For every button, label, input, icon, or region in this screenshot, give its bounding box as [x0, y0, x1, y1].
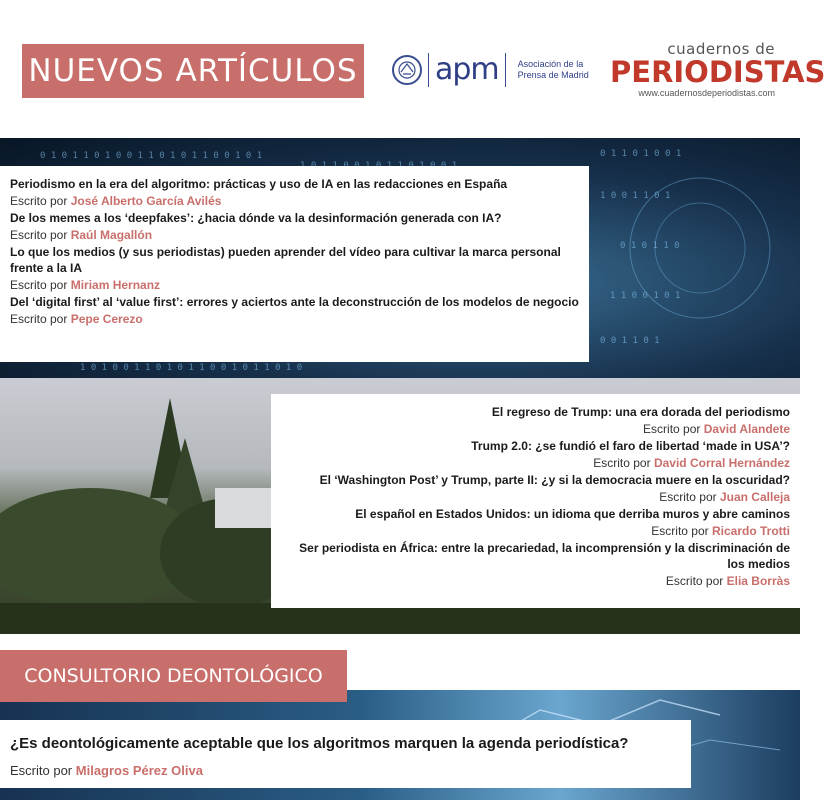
article-title[interactable]: El español en Estados Unidos: un idioma que derriba muros y abre caminos [355, 507, 790, 521]
cuadernos-logo-url: www.cuadernosdeperiodistas.com [638, 88, 775, 98]
article-byline [281, 454, 790, 472]
article-title[interactable]: Lo que los medios (y sus periodistas) pueden aprender del vídeo para cultivar la marca personal frente a la IA [10, 245, 561, 275]
svg-text:1 0 0 1 1 0 1: 1 0 0 1 1 0 1 [600, 191, 671, 201]
apm-divider [428, 53, 429, 87]
article-title[interactable]: Ser periodista en África: entre la precariedad, la incomprensión y la discriminación de los medios [299, 541, 790, 571]
article-byline [281, 488, 790, 506]
article-byline [10, 192, 579, 210]
apm-divider [505, 53, 506, 87]
svg-text:0 1 1 0 1 0 0 1: 0 1 1 0 1 0 0 1 [600, 149, 682, 159]
byline-prefix: Escrito por [10, 228, 68, 242]
article-item[interactable] [281, 472, 790, 506]
article-title[interactable]: De los memes a los ‘deepfakes’: ¿hacia dónde va la desinformación generada con IA? [10, 211, 502, 225]
section-badge-nuevos-articulos: NUEVOS ARTÍCULOS [22, 44, 364, 98]
article-item[interactable] [281, 438, 790, 472]
article-item[interactable] [10, 734, 681, 780]
apm-subtitle-line2: Prensa de Madrid [517, 70, 589, 80]
svg-text:1 0 1 0 0 1 1 0 1 0 1 1 0 0 1: 1 0 1 0 0 1 1 0 1 0 1 1 0 0 1 0 1 1 0 1 0 [80, 363, 303, 373]
article-item[interactable] [10, 244, 579, 294]
apm-subtitle-line1: Asociación de la [517, 59, 584, 69]
article-author[interactable]: David Corral Hernández [653, 456, 790, 470]
byline-prefix: Escrito por [10, 194, 68, 208]
article-item[interactable] [10, 210, 579, 244]
article-byline [281, 572, 790, 590]
article-author[interactable]: Elia Borràs [726, 574, 790, 588]
article-title[interactable]: Del ‘digital first’ al ‘value first’: errores y aciertos ante la deconstrucción de los modelos de negocio [10, 295, 579, 309]
article-author[interactable]: Juan Calleja [719, 490, 790, 504]
article-author[interactable]: Raúl Magallón [70, 228, 153, 242]
article-byline [10, 276, 579, 294]
apm-logo[interactable] [392, 50, 589, 90]
svg-text:0 0 1 1 0 1: 0 0 1 1 0 1 [600, 336, 660, 346]
byline-prefix: Escrito por [10, 763, 73, 778]
article-title[interactable]: Periodismo en la era del algoritmo: prácticas y uso de IA en las redacciones en España [10, 177, 508, 191]
article-item[interactable] [281, 540, 790, 590]
apm-seal-icon [392, 55, 422, 85]
article-title[interactable]: Trump 2.0: ¿se fundió el faro de libertad ‘made in USA’? [471, 439, 790, 453]
article-title[interactable]: El regreso de Trump: una era dorada del periodismo [491, 405, 790, 419]
article-author[interactable]: Ricardo Trotti [711, 524, 790, 538]
svg-text:0 1 0 1 1 0: 0 1 0 1 1 0 [620, 241, 680, 251]
svg-text:1 1 0 0 1 0 1: 1 1 0 0 1 0 1 [610, 291, 681, 301]
byline-prefix: Escrito por [651, 524, 709, 538]
article-item[interactable] [281, 506, 790, 540]
article-byline [281, 522, 790, 540]
article-byline [10, 762, 681, 780]
article-title[interactable]: ¿Es deontológicamente aceptable que los algoritmos marquen la agenda periodística? [10, 735, 629, 752]
apm-wordmark: apm [435, 52, 499, 87]
section-badge-consultorio: CONSULTORIO DEONTOLÓGICO [0, 650, 347, 702]
cuadernos-logo-top: cuadernos de [667, 40, 775, 58]
article-author[interactable]: Miriam Hernanz [70, 278, 161, 292]
consultorio-block [0, 720, 691, 788]
article-author[interactable]: Milagros Pérez Oliva [75, 763, 203, 778]
byline-prefix: Escrito por [643, 422, 701, 436]
cuadernos-logo[interactable] [610, 40, 825, 98]
article-item[interactable] [10, 176, 579, 210]
article-item[interactable] [281, 404, 790, 438]
article-byline [281, 420, 790, 438]
articles-block-usa [271, 394, 800, 608]
article-author[interactable]: David Alandete [703, 422, 790, 436]
byline-prefix: Escrito por [665, 574, 724, 588]
article-byline [10, 226, 579, 244]
byline-prefix: Escrito por [10, 312, 68, 326]
byline-prefix: Escrito por [593, 456, 651, 470]
article-author[interactable]: José Alberto García Avilés [70, 194, 222, 208]
article-byline [10, 310, 579, 328]
article-item[interactable] [10, 294, 579, 328]
cuadernos-logo-main: PERIODISTAS [610, 55, 825, 89]
article-title[interactable]: El ‘Washington Post’ y Trump, parte II: ¿y si la democracia muere en la oscuridad? [319, 473, 790, 487]
byline-prefix: Escrito por [10, 278, 68, 292]
byline-prefix: Escrito por [659, 490, 717, 504]
article-author[interactable]: Pepe Cerezo [70, 312, 143, 326]
svg-text:0 1 0 1 1 0 1 0 0 1 1 0 1 0 1: 0 1 0 1 1 0 1 0 0 1 1 0 1 0 1 1 0 0 1 0 1 [40, 151, 263, 161]
articles-block-ai [0, 166, 589, 362]
apm-subtitle [518, 59, 589, 81]
